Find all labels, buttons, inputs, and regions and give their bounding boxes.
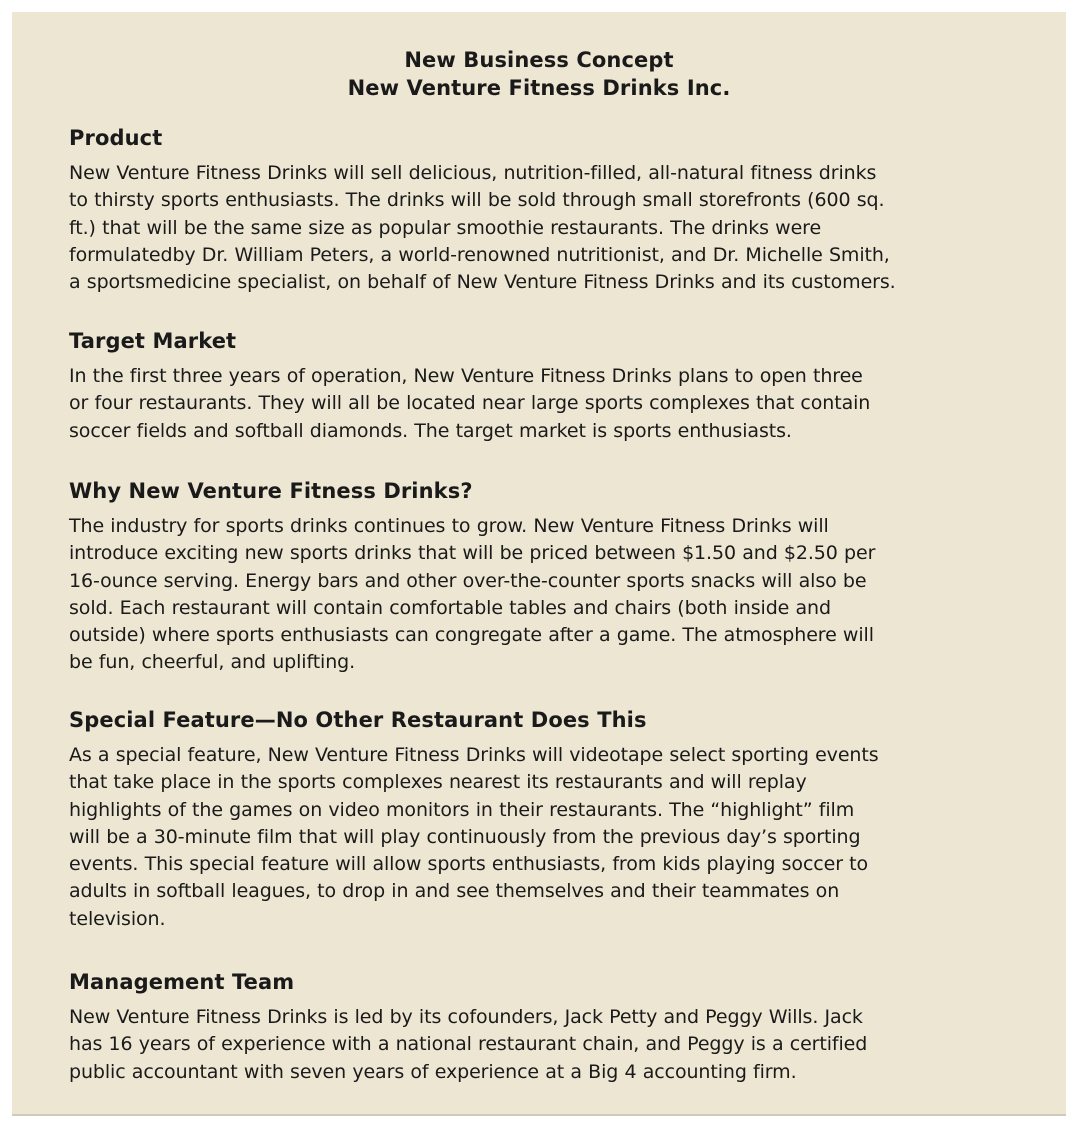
section-heading: Special Feature—No Other Restaurant Does This [69, 708, 647, 732]
section-target-market [69, 327, 1019, 445]
section-heading: Target Market [69, 329, 237, 353]
paragraph-line: sold. Each restaurant will contain comfortable tables and chairs (both inside and [69, 596, 831, 619]
paragraph-line: public accountant with seven years of experience at a Big 4 accounting firm. [69, 1060, 797, 1083]
paragraph-line: New Venture Fitness Drinks is led by its cofounders, Jack Petty and Peggy Wills. Jack [69, 1006, 863, 1028]
paragraph-line: be fun, cheerful, and uplifting. [69, 651, 356, 674]
section-management-team [69, 968, 1019, 1086]
paragraph-line: 16-ounce serving. Energy bars and other over-the-counter sports snacks will also be [69, 569, 867, 592]
paragraph-line: a sportsmedicine specialist, on behalf of New Venture Fitness Drinks and its customers. [69, 271, 896, 294]
paragraph-line: outside) where sports enthusiasts can congregate after a game. The atmosphere will [69, 624, 874, 647]
document-title: New Business Concept [404, 48, 674, 72]
section-heading: Why New Venture Fitness Drinks? [69, 479, 473, 503]
paragraph-line: New Venture Fitness Drinks will sell delicious, nutrition-filled, all-natural fitness drinks [69, 162, 877, 184]
paragraph-line: As a special feature, New Venture Fitness Drinks will videotape select sporting events [69, 744, 879, 766]
paragraph-line: ft.) that will be the same size as popular smoothie restaurants. The drinks were [69, 216, 822, 239]
section-heading: Management Team [69, 970, 295, 994]
paragraph-line: introduce exciting new sports drinks that will be priced between $1.50 and $2.50 per [69, 542, 876, 565]
section-heading: Product [69, 126, 163, 150]
paragraph-line: has 16 years of experience with a national restaurant chain, and Peggy is a certified [69, 1033, 868, 1056]
section-paragraph [69, 513, 1019, 677]
paragraph-line: to thirsty sports enthusiasts. The drinks will be sold through small storefronts (600 sq. [69, 189, 885, 212]
section-special-feature [69, 706, 1019, 933]
section-product [69, 124, 1019, 296]
document-page [12, 12, 1066, 1116]
paragraph-line: adults in softball leagues, to drop in and see themselves and their teammates on [69, 880, 840, 903]
paragraph-line: In the first three years of operation, New Venture Fitness Drinks plans to open three [69, 365, 863, 387]
paragraph-line: or four restaurants. They will all be located near large sports complexes that contain [69, 392, 871, 415]
paragraph-line: events. This special feature will allow sports enthusiasts, from kids playing soccer to [69, 853, 869, 876]
section-why [69, 477, 1019, 677]
title-block [12, 46, 1066, 102]
paragraph-line: will be a 30-minute film that will play continuously from the previous day’s sporting [69, 825, 861, 848]
document-subtitle: New Venture Fitness Drinks Inc. [347, 76, 731, 100]
paragraph-line: television. [69, 907, 166, 930]
section-paragraph [69, 160, 1019, 296]
section-paragraph [69, 363, 1019, 445]
paragraph-line: formulatedby Dr. William Peters, a world-renowned nutritionist, and Dr. Michelle Smith, [69, 243, 890, 266]
paragraph-line: that take place in the sports complexes nearest its restaurants and will replay [69, 771, 807, 794]
paragraph-line: soccer fields and softball diamonds. The target market is sports enthusiasts. [69, 419, 792, 442]
paragraph-line: The industry for sports drinks continues to grow. New Venture Fitness Drinks will [69, 515, 829, 537]
section-paragraph [69, 742, 1019, 933]
paragraph-line: highlights of the games on video monitors in their restaurants. The “highlight” film [69, 798, 855, 821]
section-paragraph [69, 1004, 1019, 1086]
